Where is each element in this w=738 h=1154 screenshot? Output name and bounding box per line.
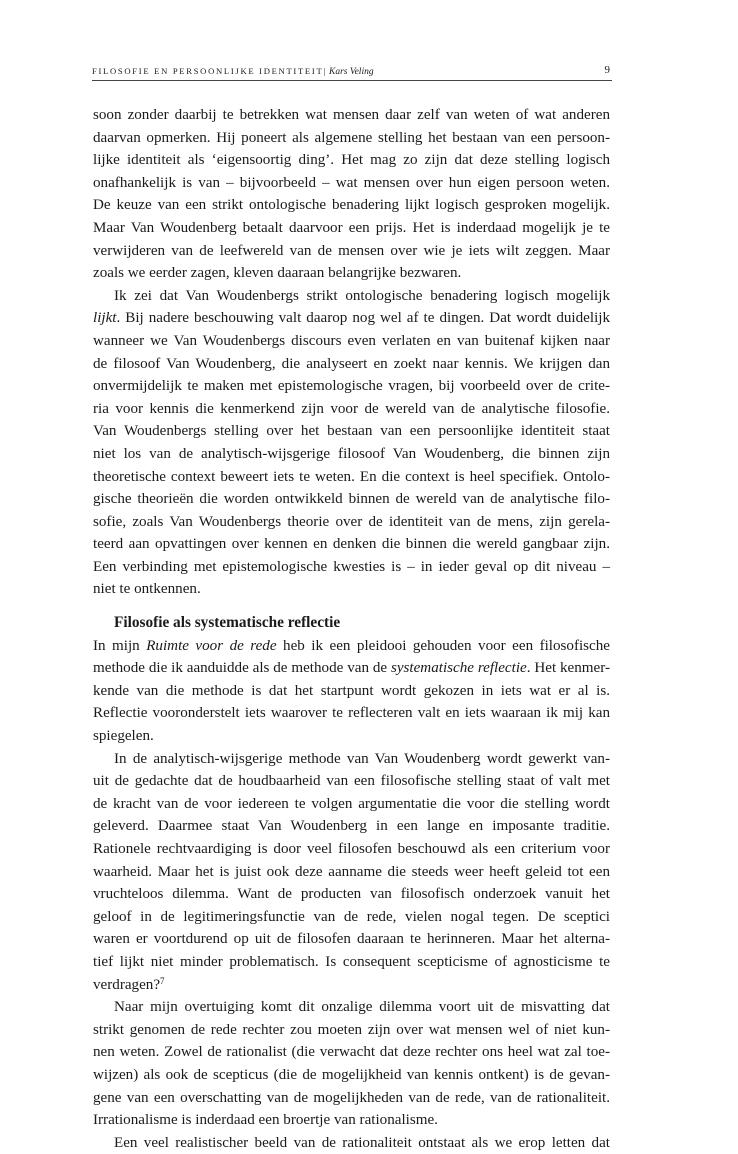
text-line: gene van een overschatting van de mogelijkheden van de rede, van de rationaliteit. — [93, 1089, 610, 1106]
text-line: theoretische context beweert iets te weten. En die context is heel specifiek. Ontolo- — [93, 468, 610, 485]
text-line: geloof in de legitimeringsfunctie van de rede, vielen nogal tegen. De sceptici — [93, 908, 610, 925]
text-line: wanneer we Van Woudenbergs discours even verlaten en van buitenaf kijken naar — [93, 332, 610, 349]
text-line: lijke identiteit als ‘eigensoortig ding’. Het mag zo zijn dat deze stelling logisch — [93, 152, 610, 169]
emphasis: lijkt — [93, 310, 117, 327]
text-line: Maar Van Woudenberg betaalt daarvoor een prijs. Het is inderdaad mogelijk je te — [93, 219, 610, 236]
text-line: wijzen) als ook de scepticus (die de mogelijkheid van kennis ontkent) is de gevan- — [93, 1066, 610, 1083]
text-line: ria voor kennis die kenmerkend zijn voor de wereld van de analytische filosofie. — [93, 400, 610, 417]
paragraph — [93, 285, 610, 601]
text-line: waren er voortdurend op uit de filosofen daaraan te herinneren. Maar het alterna- — [93, 931, 610, 948]
text-line: In de analytisch-wijsgerige methode van Van Woudenberg wordt gewerkt van- — [114, 750, 610, 767]
paragraph — [93, 996, 610, 1132]
text-line: verdragen?$^7$ — [93, 975, 165, 993]
text-line: soon zonder daarbij te betrekken wat mensen daar zelf van weten of wat anderen — [93, 107, 610, 123]
header-rule — [92, 80, 612, 81]
text-line: Naar mijn overtuiging komt dit onzalige dilemma voort uit de misvatting dat — [114, 999, 610, 1016]
emphasis: systematische reflectie — [390, 660, 527, 677]
body-text — [93, 104, 610, 1154]
text-line: onafhankelijk is van – bijvoorbeeld – wat mensen over hun eigen persoon weten. — [93, 174, 610, 191]
text-line: niet los van de analytisch-wijsgerige filosoof Van Woudenberg, die binnen zijn — [93, 445, 610, 462]
running-head-title: FILOSOFIE EN PERSOONLIJKE IDENTITEIT| Kars Veling — [92, 66, 374, 77]
text-line: De keuze van een strikt ontologische benadering lijkt logisch gesproken mogelijk. — [93, 197, 610, 214]
text-line: de filosoof Van Woudenberg, die analyseert en zoekt naar kennis. We krijgen dan — [93, 355, 610, 372]
text-line: lijkt. Bij nadere beschouwing valt daarop nog wel af te dingen. Dat wordt duidelijk — [93, 310, 610, 327]
text-line: sofie, zoals Van Woudenbergs theorie over de identiteit van de mens, zijn gerela- — [93, 513, 610, 530]
text-line: methode die ik aanduidde als de methode van de systematische reflectie. Het kenmer- — [93, 660, 610, 677]
text-line: geleverd. Daarmee staat Van Woudenberg in een lange en imposante traditie. — [93, 818, 610, 835]
text-line: verwijderen van de leefwereld van de mensen over wie je iets wilt zeggen. Maar — [93, 242, 610, 259]
page-number: 9 — [604, 64, 610, 76]
running-head-separator: | — [323, 66, 326, 76]
text-line: tief lijkt niet minder problematisch. Is consequent scepticisme of agnosticisme te — [93, 953, 610, 970]
running-head — [92, 63, 612, 79]
text-line: Irrationalisme is inderdaad een broertje van rationalisme. — [93, 1112, 438, 1129]
text-line: Ik zei dat Van Woudenbergs strikt ontologische benadering logisch mogelijk — [114, 287, 610, 304]
text-line: niet te ontkennen. — [93, 581, 201, 598]
text-line: nen weten. Zowel de rationalist (die verwacht dat deze rechter ons heel wat zal toe- — [93, 1044, 610, 1061]
text-line: zoals we eerder zagen, kleven daaraan belangrijke bezwaren. — [93, 265, 462, 282]
text-line: gische theorieën die worden ontwikkeld binnen de wereld van de analytische filo- — [93, 491, 610, 508]
text-line: Reflectie vooronderstelt iets waarover te reflecteren valt en iets waaraan ik mij kan — [93, 705, 610, 722]
text-line: onvermijdelijk te maken met epistemologische vragen, bij voorbeeld over de crite- — [93, 378, 610, 395]
text-line: In mijn Ruimte voor de rede heb ik een pleidooi gehouden voor een filosofische — [93, 637, 611, 654]
text-line: vruchteloos dilemma. Want de producten van filosofisch onderzoek vanuit het — [93, 886, 610, 903]
paragraph-continuation — [93, 104, 610, 285]
footnote-marker[interactable]: 7 — [160, 975, 165, 986]
book-title: Ruimte voor de rede — [146, 637, 277, 654]
paragraph — [93, 1132, 610, 1154]
text-line: waarheid. Maar het is juist ook deze aanname die steeds weer heeft geleid tot een — [93, 863, 610, 880]
text-line: Een veel realistischer beeld van de rationaliteit ontstaat als we erop letten dat — [114, 1134, 610, 1151]
text-line: teerd aan opvattingen over kennen en denken die binnen die wereld gangbaar zijn. — [93, 536, 610, 553]
paragraph — [93, 748, 610, 997]
text-line: strikt genomen de rede rechter zou moeten zijn over wat mensen wel of niet kun- — [93, 1021, 610, 1038]
text-line: Een verbinding met epistemologische kwesties is – in ieder geval op dit niveau – — [93, 558, 610, 575]
paragraph — [93, 635, 610, 748]
text-line: Rationele rechtvaardiging is door veel filosofen beschouwd als een criterium voor — [93, 841, 610, 857]
section-spacer — [93, 601, 610, 612]
text-line: de kracht van de voor iedereen te volgen argumentatie die voor die stelling wordt — [93, 795, 610, 812]
text-line: kende van die methode is dat het startpunt wordt gekozen in iets wat er al is. — [93, 682, 610, 699]
text-line: uit de gedachte dat de houdbaarheid van een filosofische stelling staat of valt met — [93, 773, 610, 790]
text-line: Van Woudenbergs stelling over het bestaan van een persoonlijke identiteit staat — [93, 423, 610, 440]
text-line: daarvan opmerken. Hij poneert als algemene stelling het bestaan van een persoon- — [93, 129, 610, 146]
text-line: spiegelen. — [93, 728, 154, 745]
running-head-author: Kars Veling — [328, 67, 374, 77]
section-heading: Filosofie als systematische reflectie — [114, 614, 341, 632]
